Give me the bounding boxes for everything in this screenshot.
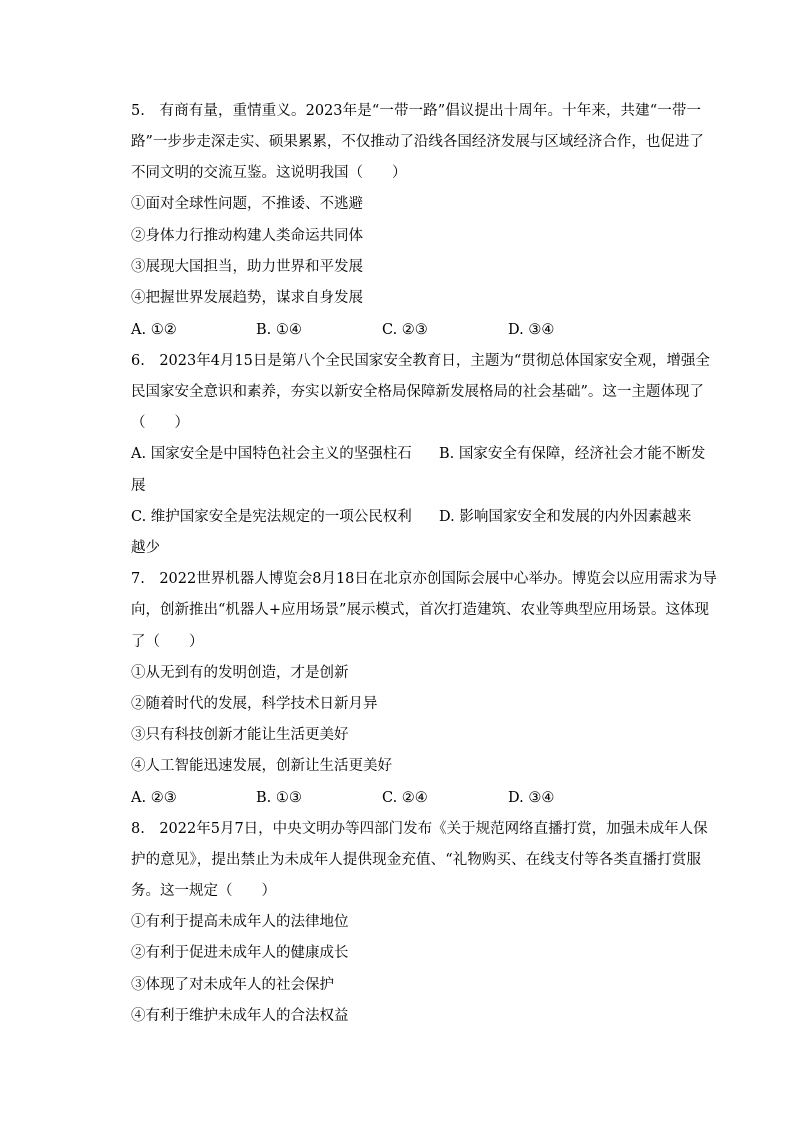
question-7-option-a: A. ②③ — [131, 790, 177, 806]
question-5-stem-line-1: 5. 有商有量，重情重义。2023年是“一带一路”倡议提出十周年。十年来，共建“一带一 — [131, 103, 701, 119]
question-6-option-b-continued: 展 — [131, 478, 146, 494]
question-7-item-3: ③只有科技创新才能让生活更美好 — [131, 727, 349, 743]
question-8-item-3: ③体现了对未成年人的社会保护 — [131, 977, 334, 993]
question-7-stem-line-1: 7. 2022世界机器人博览会8月18日在北京亦创国际会展中心举办。博览会以应用需求为导 — [131, 571, 717, 587]
question-5-option-b: B. ①④ — [256, 322, 302, 338]
question-7-item-1: ①从无到有的发明创造，才是创新 — [131, 665, 349, 681]
question-6-option-c: C. 维护国家安全是宪法规定的一项公民权利 — [131, 509, 412, 525]
question-6-stem-line-1: 6. 2023年4月15日是第八个全民国家安全教育日，主题为“贯彻总体国家安全观，增强全 — [131, 353, 710, 369]
question-5-item-4: ④把握世界发展趋势，谋求自身发展 — [131, 290, 363, 306]
question-8-item-2: ②有利于促进未成年人的健康成长 — [131, 945, 349, 961]
question-5-item-1: ①面对全球性问题，不推诿、不逃避 — [131, 196, 363, 212]
question-5-option-c: C. ②③ — [382, 322, 428, 338]
question-5-stem-line-3: 不同文明的交流互鉴。这说明我国（ ） — [131, 165, 407, 181]
question-8-stem-line-3: 务。这一规定（ ） — [131, 883, 276, 899]
question-5-stem-line-2: 路”一步步走深走实、硕果累累，不仅推动了沿线各国经济发展与区域经济合作，也促进了 — [131, 134, 704, 150]
question-8-item-1: ①有利于提高未成年人的法律地位 — [131, 914, 349, 930]
question-8-stem-line-2: 护的意见》，提出禁止为未成年人提供现金充值、“礼物购买、在线支付等各类直播打赏服 — [131, 852, 701, 868]
question-7-option-c: C. ②④ — [382, 790, 428, 806]
question-5-item-2: ②身体力行推动构建人类命运共同体 — [131, 228, 363, 244]
question-5-option-a: A. ①② — [131, 322, 177, 338]
question-7-option-b: B. ①③ — [256, 790, 302, 806]
question-8-stem-line-1: 8. 2022年5月7日，中央文明办等四部门发布《关于规范网络直播打赏，加强未成年人保 — [131, 821, 708, 837]
question-7-stem-line-2: 向，创新推出“机器人+应用场景”展示模式，首次打造建筑、农业等典型应用场景。这体现 — [131, 602, 709, 618]
question-6-option-a: A. 国家安全是中国特色社会主义的坚强柱石 — [131, 446, 412, 462]
question-5-option-d: D. ③④ — [508, 322, 555, 338]
question-7-stem-line-3: 了（ ） — [131, 634, 204, 650]
question-5-item-3: ③展现大国担当，助力世界和平发展 — [131, 259, 363, 275]
question-7-item-2: ②随着时代的发展，科学技术日新月异 — [131, 696, 378, 712]
question-6-option-d-continued: 越少 — [131, 540, 160, 556]
question-6-option-b: B. 国家安全有保障，经济社会才能不断发 — [439, 446, 706, 462]
question-6-option-d: D. 影响国家安全和发展的内外因素越来 — [439, 509, 692, 525]
question-7-item-4: ④人工智能迅速发展，创新让生活更美好 — [131, 758, 392, 774]
question-6-stem-line-3: （ ） — [131, 415, 189, 431]
question-6-stem-line-2: 民国家安全意识和素养，夯实以新安全格局保障新发展格局的社会基础”。这一主题体现了 — [131, 384, 704, 400]
question-8-item-4: ④有利于维护未成年人的合法权益 — [131, 1008, 349, 1024]
question-7-option-d: D. ③④ — [508, 790, 555, 806]
